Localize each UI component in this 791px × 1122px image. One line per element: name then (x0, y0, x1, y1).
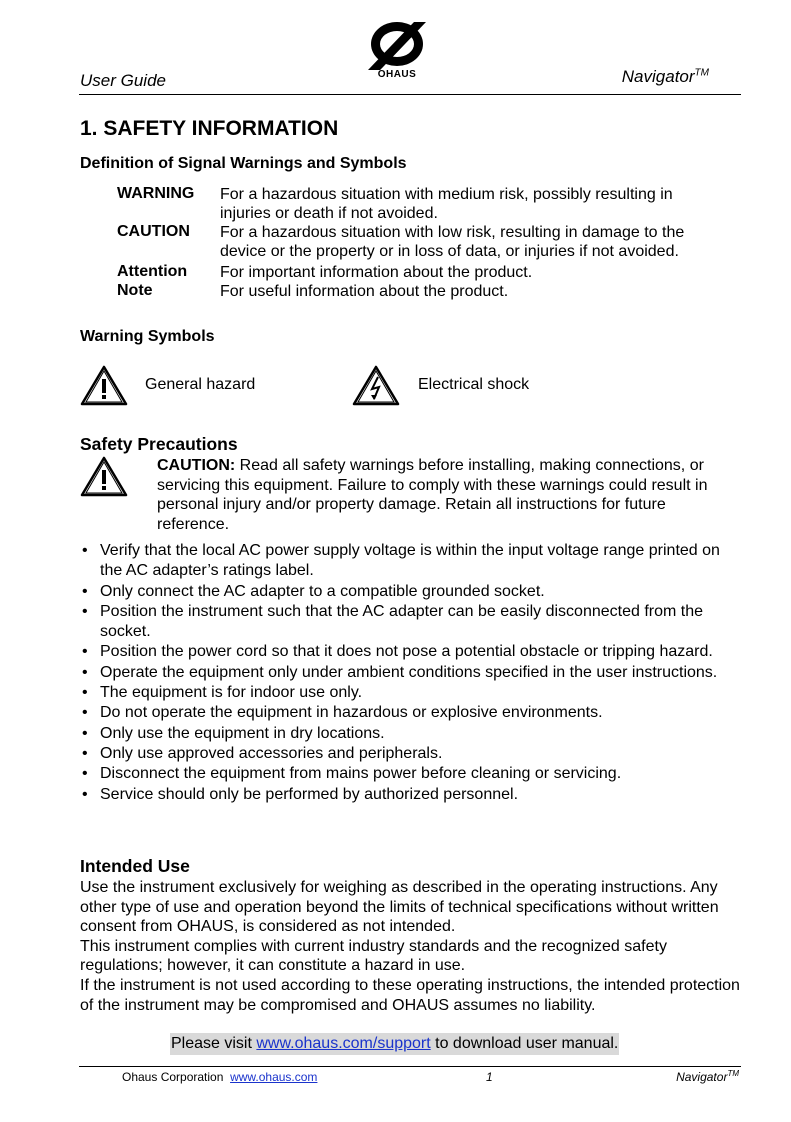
intended-use-paragraph-2: This instrument complies with current industry standards and the recognized safety regulations; however, it can constitute a hazard in use. (80, 937, 667, 975)
list-item-text: Position the power cord so that it does not pose a potential obstacle or tripping hazard. (100, 643, 713, 661)
precautions-list (80, 541, 745, 805)
general-hazard-label: General hazard (145, 376, 256, 393)
def-note: For useful information about the product. (220, 283, 509, 300)
list-item-text: Do not operate the equipment in hazardous or explosive environments. (100, 704, 603, 722)
list-item-text: Only use the equipment in dry locations. (100, 724, 385, 742)
footer-right (676, 1069, 739, 1084)
list-item: • Service should only be performed by authorized personnel. (82, 785, 519, 803)
visit-notice (170, 1033, 619, 1055)
footer-company: Ohaus Corporation (122, 1070, 224, 1084)
footer-website-link[interactable]: www.ohaus.com (230, 1070, 318, 1084)
footer-page-number: 1 (486, 1070, 493, 1084)
caution-paragraph (157, 456, 717, 534)
footer-rule (79, 1066, 741, 1067)
intended-use-paragraph-1: Use the instrument exclusively for weighing as described in the operating instructions. Any other type of use and operation beyond the limits of technical specifications without written consent from OHAUS, is considered as not intended. (80, 879, 719, 936)
list-item-text: The equipment is for indoor use only. (100, 684, 363, 702)
list-item-text: Service should only be performed by authorized personnel. (100, 785, 519, 803)
def-attention: For important information about the product. (220, 264, 533, 281)
def-caution: For a hazardous situation with low risk, resulting in damage to the device or the property or in loss of data, or injuries if not avoided. (220, 224, 685, 260)
list-item: • Only use the equipment in dry locations. (82, 724, 385, 742)
term-attention: Attention (117, 263, 188, 280)
list-item-text: Operate the equipment only under ambient conditions specified in the user instructions. (100, 663, 718, 681)
term-note: Note (117, 282, 153, 299)
intended-use-paragraph-3: If the instrument is not used according to these operating instructions, the intended protection of the instrument may be compromised and OHAUS assumes no liability. (80, 976, 740, 1014)
caution-text: Read all safety warnings before installing, making connections, or servicing this equipment. Failure to comply with these warnings could result in personal injury and/or property damage. Retain all instructions for future reference. (157, 457, 708, 533)
electrical-shock-label: Electrical shock (418, 376, 530, 393)
header-product-name: Navigator (621, 67, 695, 86)
header-left-text: User Guide (80, 71, 166, 90)
logo-text: OHAUS (377, 69, 417, 80)
term-caution: CAUTION (117, 223, 190, 240)
page-title: 1. SAFETY INFORMATION (80, 117, 339, 140)
precautions-heading: Safety Precautions (80, 434, 238, 454)
list-item: • Only use approved accessories and peripherals. (82, 744, 443, 762)
intended-use-heading: Intended Use (80, 856, 190, 876)
visit-text-after: to download user manual. (430, 1035, 619, 1052)
support-link[interactable]: www.ohaus.com/support (256, 1035, 431, 1052)
intended-use-body (80, 878, 745, 1015)
footer-trademark: TM (727, 1069, 739, 1078)
list-item-text: Disconnect the equipment from mains power before cleaning or servicing. (100, 765, 622, 783)
caution-hazard-icon (80, 455, 128, 497)
list-item: • Disconnect the equipment from mains power before cleaning or servicing. (82, 765, 622, 783)
signal-heading: Definition of Signal Warnings and Symbols (80, 155, 407, 172)
list-item: • Position the instrument such that the AC adapter can be easily disconnected from the socket. (82, 602, 704, 641)
footer-product-name: Navigator (676, 1070, 728, 1084)
list-item-text: Only connect the AC adapter to a compatible grounded socket. (100, 582, 545, 600)
def-warning: For a hazardous situation with medium risk, possibly resulting in injuries or death if not avoided. (220, 186, 673, 222)
warning-symbols-heading: Warning Symbols (80, 328, 215, 345)
visit-text-before: Please visit (171, 1035, 257, 1052)
list-item: • Operate the equipment only under ambient conditions specified in the user instructions. (82, 663, 718, 681)
list-item: • Only connect the AC adapter to a compatible grounded socket. (82, 582, 545, 600)
list-item: • Verify that the local AC power supply voltage is within the input voltage range printed on the AC adapter’s ratings label. (82, 542, 720, 580)
list-item: • The equipment is for indoor use only. (82, 684, 363, 702)
list-item-text: Only use approved accessories and peripherals. (100, 744, 443, 762)
general-hazard-icon (80, 364, 128, 406)
list-item: • Do not operate the equipment in hazardous or explosive environments. (82, 704, 603, 722)
caution-label: CAUTION: (157, 457, 236, 474)
list-item-text: Verify that the local AC power supply voltage is within the input voltage range printed on the AC adapter’s ratings label. (100, 542, 720, 580)
list-item: • Position the power cord so that it does not pose a potential obstacle or tripping hazard. (82, 643, 713, 661)
list-item-text: Position the instrument such that the AC adapter can be easily disconnected from the socket. (100, 602, 704, 641)
header-trademark: TM (694, 67, 709, 79)
electrical-shock-icon (352, 364, 400, 406)
header-rule (79, 94, 741, 95)
term-warning: WARNING (117, 185, 195, 202)
header-right-text (622, 67, 709, 87)
footer-left (122, 1070, 317, 1084)
